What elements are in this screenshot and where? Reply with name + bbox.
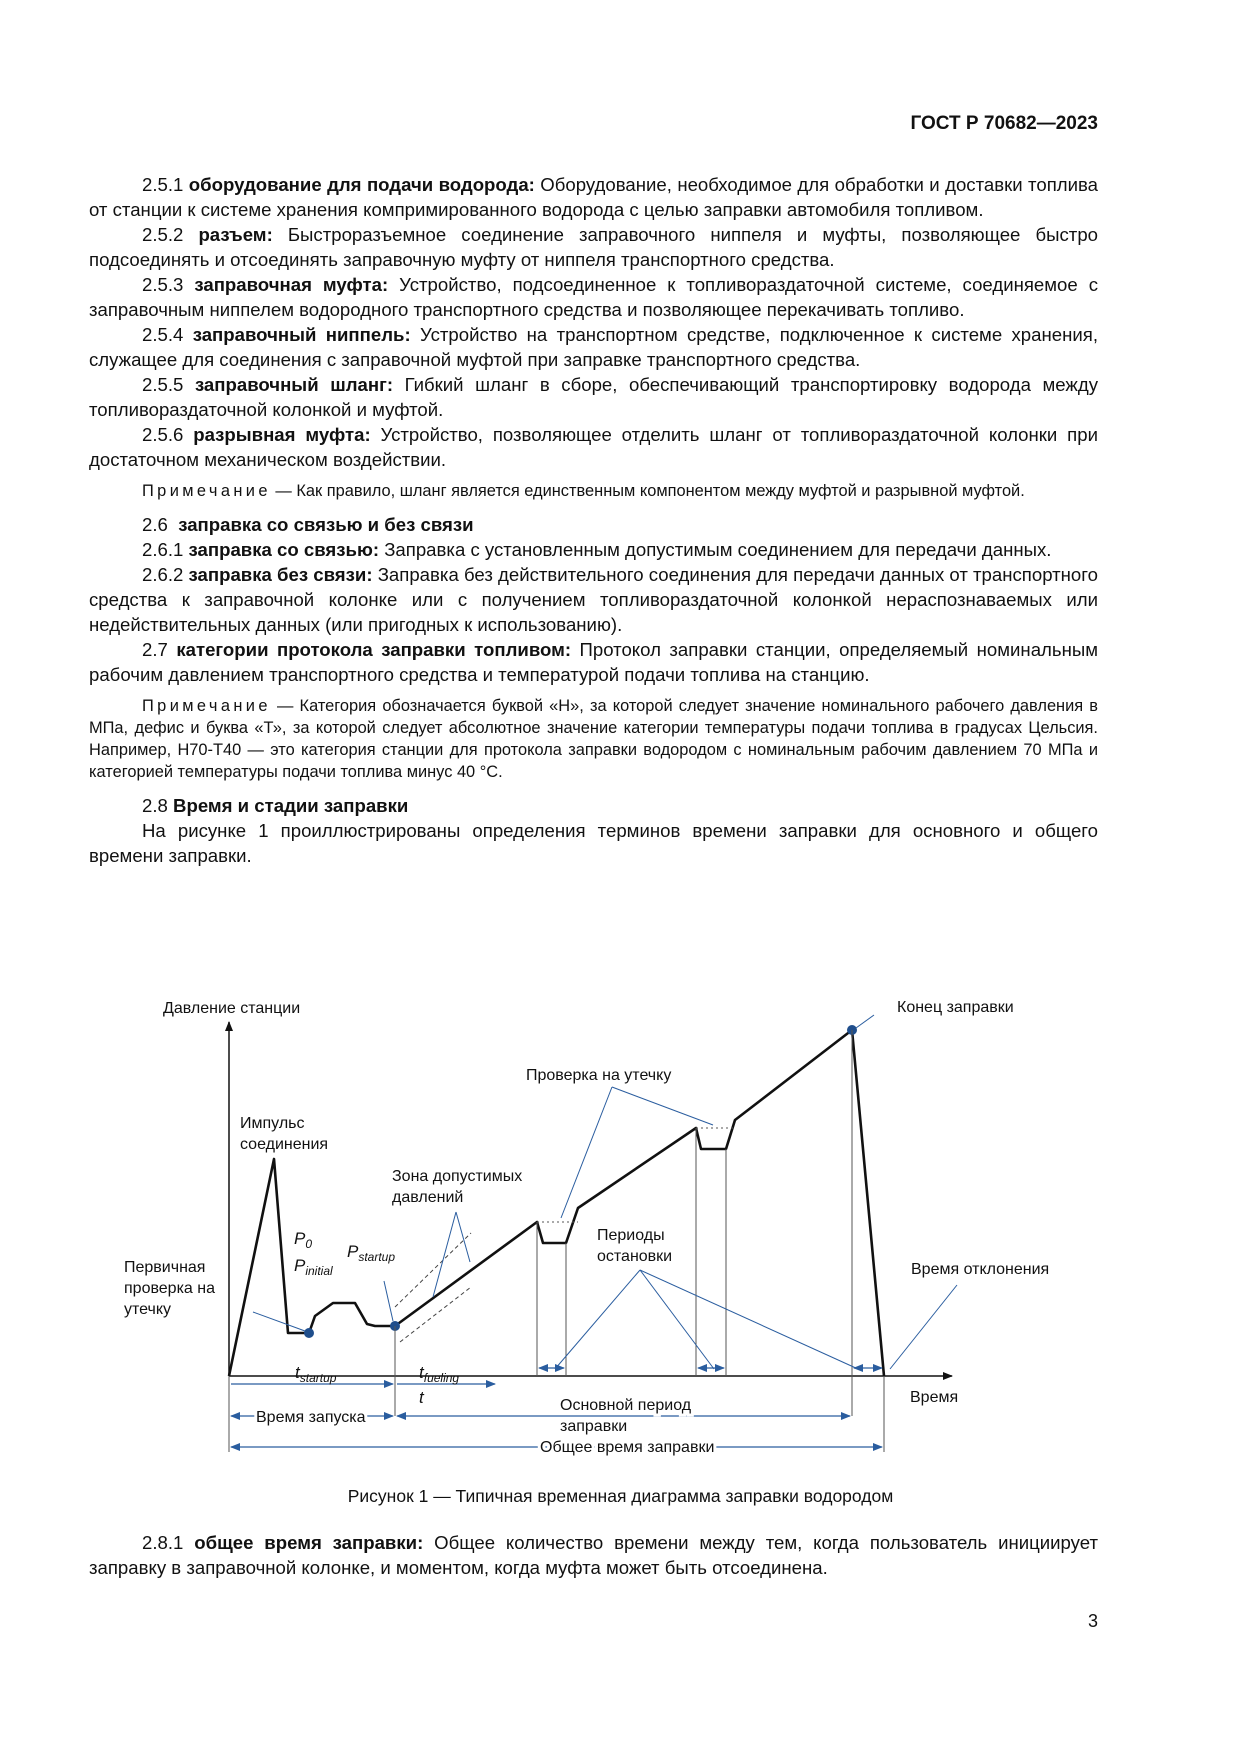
paragraph-2-5-3 [89, 272, 1098, 322]
t-label: t [419, 1388, 424, 1407]
definition: Заправка с установленным допустимым соединением для передачи данных. [379, 539, 1052, 560]
figure-caption: Рисунок 1 — Типичная временная диаграмма заправки водородом [347, 1486, 894, 1506]
clause-number: 2.6.1 [142, 539, 184, 560]
total-time-label: Общее время заправки [540, 1439, 715, 1456]
definition: Общее количество времени между тем, когда пользователь инициирует заправку в заправочной колонке, и моментом, когда муфта может быть отсоединена. [89, 1532, 1098, 1578]
clause-number: 2.6.2 [142, 564, 184, 585]
main-period-label-line1: Основной период [560, 1397, 692, 1414]
definition: Протокол заправки станции, определяемый номинальным рабочим давлением транспортного средства и температурой подачи топлива на станцию. [89, 639, 1098, 685]
clause-number: 2.5.1 [142, 174, 184, 195]
initial-leak-check-line3: утечку [124, 1301, 172, 1318]
definition: Устройство на транспортном средстве, подключенное к системе хранения, служащее для соединения с заправочной муфтой при заправке транспортного средства. [89, 324, 1098, 370]
stop-periods-label-line1: Периоды [597, 1227, 665, 1244]
p0-label: $P_0$ [294, 1229, 313, 1251]
main-text [89, 172, 1098, 868]
paragraph-2-6-1 [89, 537, 1098, 562]
impulse-label-line1: Импульс [240, 1115, 305, 1132]
impulse-label-line2: соединения [240, 1136, 329, 1153]
clause-number: 2.5.5 [142, 374, 184, 395]
section-2-8 [89, 793, 1098, 818]
leak-check-label: Проверка на утечку [526, 1067, 672, 1084]
clause-number: 2.8.1 [142, 1532, 184, 1553]
definition: Гибкий шланг в сборе, обеспечивающий транспортировку водорода между топливораздаточной колонкой и муфтой. [89, 374, 1098, 420]
stop-periods-label-line2: остановки [597, 1248, 673, 1265]
definition: Устройство, позволяющее отделить шланг от топливораздаточной колонки при достаточном механическом воздействии. [89, 424, 1098, 470]
x-axis-label: Время [910, 1389, 959, 1406]
paragraph-2-5-4 [89, 322, 1098, 372]
page-number: 3 [1087, 1611, 1098, 1631]
paragraph-2-5-1 [89, 172, 1098, 222]
paragraph-2-7 [89, 637, 1098, 687]
figure-1 [0, 1000, 1241, 1485]
term: заправка без связи: [188, 564, 373, 585]
clause-number: 2.5.6 [142, 424, 184, 445]
after-figure-text [89, 1530, 1098, 1580]
initial-leak-check-line2: проверка на [124, 1280, 216, 1297]
section-title: Время и стадии заправки [173, 795, 409, 816]
definition: Быстроразъемное соединение заправочного ниппеля и муфты, позволяющее быстро подсоединять и отсоединять заправочную муфту от ниппеля транспортного средства. [89, 224, 1098, 270]
main-period-label-line2: заправки [560, 1418, 628, 1435]
document-code: ГОСТ Р 70682—2023 [910, 113, 1098, 134]
pinitial-label: $P_{initial}$ [294, 1256, 333, 1278]
clause-number: 2.6 [142, 514, 168, 535]
note-text: — Категория обозначается буквой «H», за которой следует значение номинального рабочего давления в МПа, дефис и буква «Т», за которой следует абсолютное значение категории температуры подачи топлива в градусах Цельсия. Например, H70-T40 — это категория станции для протокола заправки водородом с номинальным рабочим давлением 70 МПа и категорией температуры подачи топлива минус 40 °C. [89, 697, 1098, 781]
clause-number: 2.8 [142, 795, 168, 816]
t-startup-label: $t_{startup}$ [295, 1363, 337, 1385]
clause-number: 2.5.3 [142, 274, 184, 295]
clause-number: 2.7 [142, 639, 168, 660]
paragraph-2-6-2 [89, 562, 1098, 637]
note-1 [89, 480, 1098, 502]
note-text: — Как правило, шланг является единственным компонентом между муфтой и разрывной муфтой. [270, 482, 1025, 500]
clause-number: 2.5.4 [142, 324, 184, 345]
clause-number: 2.5.2 [142, 224, 184, 245]
fueling-timing-diagram [0, 1000, 1241, 1480]
deviation-time-label: Время отклонения [911, 1261, 1050, 1278]
initial-leak-check-line1: Первичная [124, 1259, 206, 1276]
figure-intro: На рисунке 1 проиллюстрированы определения терминов времени заправки для основного и общего времени заправки. [89, 820, 1098, 866]
zone-label-line1: Зона допустимых [392, 1168, 523, 1185]
zone-label-line2: давлений [392, 1189, 464, 1206]
definition: Оборудование, необходимое для обработки и доставки топлива от станции к системе хранения компримированного водорода с целью заправки автомобиля топливом. [89, 174, 1099, 220]
definition: Заправка без действительного соединения для передачи данных от транспортного средства к заправочной колонке или с получением топливораздаточной колонкой нераспознаваемых или недействительных данных (или пригодных к использованию). [89, 564, 1098, 635]
t-fueling-label: $t_{fueling}$ [419, 1363, 460, 1385]
note-label: Примечание [142, 482, 271, 500]
term: заправочный ниппель: [192, 324, 411, 345]
paragraph-2-8-1 [89, 1530, 1098, 1580]
paragraph-2-5-5 [89, 372, 1098, 422]
term: заправочная муфта: [194, 274, 389, 295]
term: разрывная муфта: [193, 424, 371, 445]
pstartup-label: $P_{startup}$ [347, 1242, 396, 1264]
section-title: заправка со связью и без связи [178, 514, 474, 535]
term: общее время заправки: [194, 1532, 424, 1553]
startup-time-label: Время запуска [256, 1409, 366, 1426]
term: оборудование для подачи водорода: [188, 174, 535, 195]
end-of-fueling-label: Конец заправки [897, 1000, 1014, 1016]
term: разъем: [198, 224, 273, 245]
note-2 [89, 695, 1098, 783]
section-2-6 [89, 512, 1098, 537]
note-label: Примечание [142, 697, 271, 715]
paragraph-2-5-6 [89, 422, 1098, 472]
initial-pressure-point [304, 1328, 314, 1338]
y-axis-label: Давление станции [163, 1000, 301, 1017]
definition: Устройство, подсоединенное к топливораздаточной системе, соединяемое с заправочным ниппелем водородного транспортного средства и позволяющее перекачивать топливо. [89, 274, 1099, 320]
term: категории протокола заправки топливом: [176, 639, 572, 660]
vertical-guides [229, 1030, 884, 1452]
term: заправочный шланг: [194, 374, 394, 395]
term: заправка со связью: [188, 539, 380, 560]
paragraph-2-5-2 [89, 222, 1098, 272]
